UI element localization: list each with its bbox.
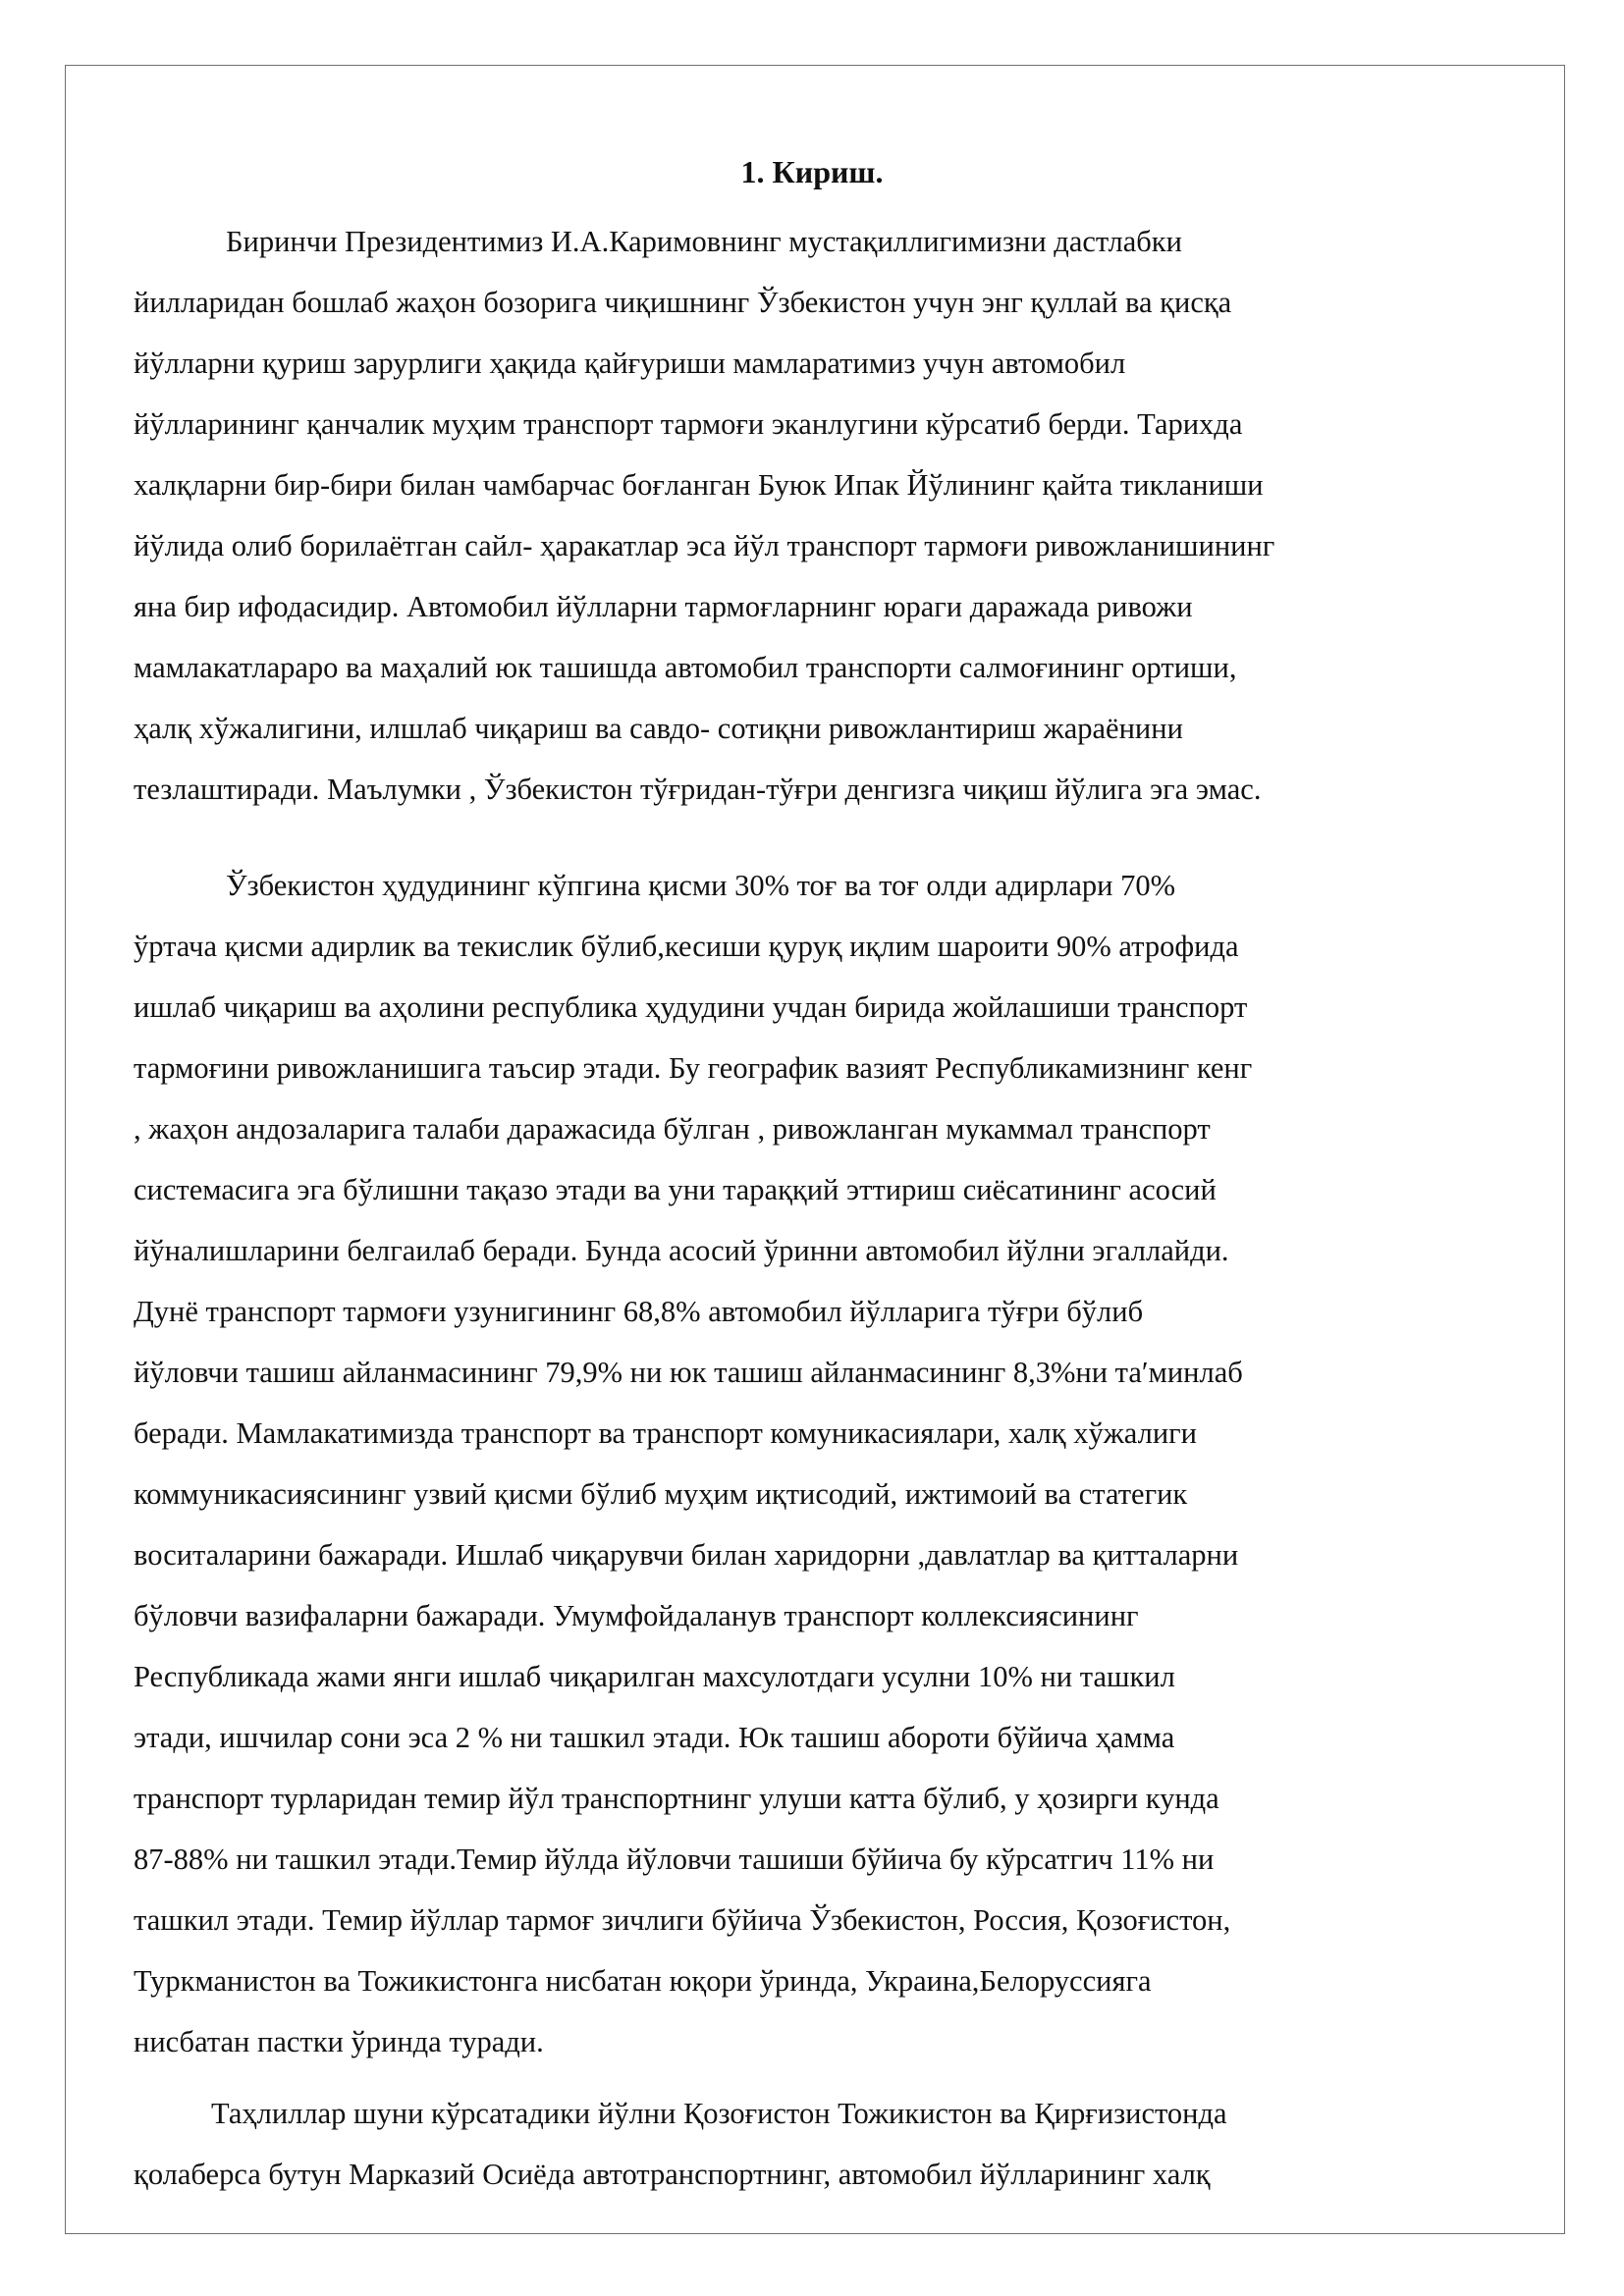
paragraph-line: қолаберса бутун Марказий Осиёда автотранспортнинг, автомобил йўлларининг халқ [134,2158,1211,2191]
paragraph-line: мамлакатлараро ва маҳалий юк ташишда автомобил транспорти салмоғининг ортиши, [134,651,1237,684]
paragraph-line: коммуникасиясининг узвий қисми бўлиб муҳим иқтисодий, ижтимоий ва статегик [134,1477,1188,1511]
paragraph-line: тезлаштиради. Маълумки , Ўзбекистон тўғридан-тўғри денгизга чиқиш йўлига эга эмас. [134,773,1262,806]
paragraph-line: йўлларни қуриш зарурлиги ҳақида қайғуриши мамларатимиз учун автомобил [134,347,1126,380]
paragraph-line: ташкил этади. Темир йўллар тармоғ зичлиги бўйича Ўзбекистон, Россия, Қозоғистон, [134,1903,1231,1937]
paragraph-line: йўлида олиб борилаётган сайл- ҳаракатлар эса йўл транспорт тармоғи ривожланишининг [134,529,1275,562]
paragraph-line: ҳалқ хўжалигини, илшлаб чиқариш ва савдо- сотиқни ривожлантириш жараёнини [134,712,1183,745]
paragraph-line: йўлларининг қанчалик муҳим транспорт тармоғи эканлугини кўрсатиб берди. Тарихда [134,407,1243,441]
paragraph-line: , жаҳон андозаларига талаби даражасида бўлган , ривожланган мукаммал транспорт [134,1112,1211,1146]
paragraph-line: йилларидан бошлаб жаҳон бозорига чиқишнинг Ўзбекистон учун энг қуллай ва қисқа [134,286,1232,319]
paragraph-line: системасига эга бўлишни тақазо этади ва уни тараққий эттириш сиёсатининг асосий [134,1173,1217,1206]
section-heading: 1. Кириш. [740,154,884,189]
paragraph-line: халқларни бир-бири билан чамбарчас боғланган Буюк Ипак Йўлининг қайта тикланиши [134,468,1264,502]
paragraph-line: ишлаб чиқариш ва аҳолини республика ҳудудини учдан бирида жойлашиши транспорт [134,990,1248,1024]
paragraph-line: тармоғини ривожланишига таъсир этади. Бу географик вазият Республикамизнинг кенг [134,1051,1253,1085]
paragraph-line: йўналишларини белгаилаб беради. Бунда асосий ўринни автомобил йўлни эгаллайди. [134,1234,1229,1267]
paragraph-line: яна бир ифодасидир. Автомобил йўлларни тармоғларнинг юраги даражада ривожи [134,590,1193,623]
paragraph-introduction [134,211,1508,820]
paragraph-line: ўртача қисми адирлик ва текислик бўлиб,кесиши қуруқ иқлим шароити 90% атрофида [134,930,1239,963]
paragraph-line: Ўзбекистон ҳудудининг кўпгина қисми 30% тоғ ва тоғ олди адирлари 70% [226,869,1176,902]
paragraph-line: Таҳлиллар шуни кўрсатадики йўлни Қозоғистон Тожикистон ва Қирғизистонда [211,2097,1227,2130]
paragraph-line: йўловчи ташиш айланмасининг 79,9% ни юк ташиш айланмасининг 8,3%ни та′минлаб [134,1356,1243,1389]
paragraph-line: 87-88% ни ташкил этади.Темир йўлда йўловчи ташиши бўйича бу кўрсатгич 11% ни [134,1842,1215,1876]
paragraph-line: Дунё транспорт тармоғи узунигининг 68,8% автомобил йўлларига тўғри бўлиб [134,1295,1144,1328]
paragraph-line: беради. Мамлакатимизда транспорт ва транспорт комуникасиялари, халқ хўжалиги [134,1416,1197,1450]
paragraph-geography [134,855,1508,2072]
paragraph-analysis [134,2083,1508,2205]
paragraph-line: нисбатан пастки ўринда туради. [134,2025,544,2058]
paragraph-line: Биринчи Президентимиз И.А.Каримовнинг мустақиллигимизни дастлабки [226,225,1182,258]
paragraph-line: Республикада жами янги ишлаб чиқарилган махсулотдаги усулни 10% ни ташкил [134,1660,1175,1693]
paragraph-line: этади, ишчилар сони эса 2 % ни ташкил этади. Юк ташиш абороти бўйича ҳамма [134,1721,1175,1754]
paragraph-line: бўловчи вазифаларни бажаради. Умумфойдаланув транспорт коллексиясининг [134,1599,1139,1632]
paragraph-line: транспорт турларидан темир йўл транспортнинг улуши катта бўлиб, у ҳозирги кунда [134,1782,1219,1815]
paragraph-line: воситаларини бажаради. Ишлаб чиқарувчи билан харидорни ,давлатлар ва қитталарни [134,1538,1239,1572]
paragraph-line: Туркманистон ва Тожикистонга нисбатан юқори ўринда, Украина,Белоруссияга [134,1964,1152,1998]
